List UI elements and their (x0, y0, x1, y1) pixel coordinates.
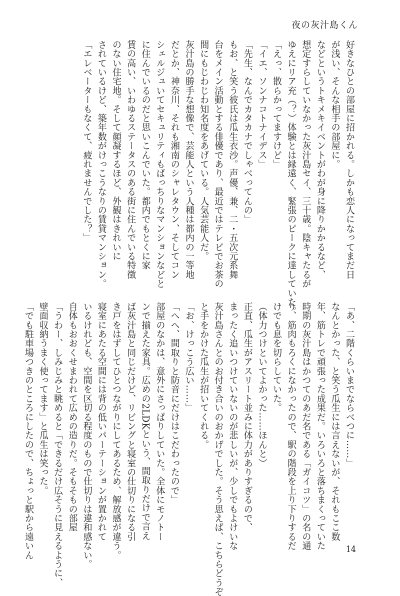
body-text-lower-column: 「あ、二階くらいまでならべつに……」 なんとかった、と笑う瓜生には言えないが、それもここ数 年、筋トレで頑張った成果だ。いろいろと落ちまくっていた 時期の灰汁島はかつてのあだ名である「ガイコツ」の名の通 り、筋肉もろくになかったので、駅の階段を上り下りするだ けでも息を切らしていた。 （体力つけといてよかった……ほんと） 正直、瓜生がアスリート並みに体力がありすぎるので、 まったく追いつけていないのが悲しいが、少しでもよけいな 灰汁島さんとのお付き合いのおかげでした。そう思えば、こちらどうぞ と手をかけた瓜生が招いてくれる。 「お、けっこう広い……」 「へへ、間取りと防音にだけはこだわったので」 部屋のなかは、意外にさっぱりしていた。全体にモノトー ンで揃えた家具。広めの2LDKという、間取りだけで言え ば灰汁島と同じだけど、リビングと寝室の仕切りになる引 き戸をはずしてひとつながりにしてあるため、解放感が違う。 寝室にあたる空間には背の低いパーテーションが置かれて いるけれども、空間を区切る程度のもので仕切りは違和感ない。 自体もおおくせまわれて広めの造りだ。そもそもの部屋 「うわー、しみじみと眺めると「できるだけ広そうに見えるように、 壁面収納うまく使ってます」と瓜生は笑った。 「でも駐車場つきのところにしたので、ちょっと駅から遠いん (22, 302, 354, 596)
running-header-title: 夜の灰汁島くん (291, 21, 358, 31)
body-text-upper-column: 好きなひとの部屋に招かれる。しかも恋人になってまだ日 が浅い、そんな相手の部屋に。 などというトキメキイベントがわが身に降りかかるなど、 想定すらしていなかった灰汁島セイ、三十歳。陰キャたるが ゆえにリア充（？）体験とは縁遠く、緊張のピークに達していた。 「えっ、散らかってますけど」 「イエ、ソンナコトナイデス」 「先生、なんでカタカナでしゃべってんの」 もお、と笑う彼氏は瓜生衣沙。声優、兼、二・五次元系舞 台をメイン活動とする俳優であり、最近ではテレビでお茶の 間にもじわじわ知名度をあげている。人気芸能人だ。 灰汁島の勝手な想像で、芸能人という人種は都内の一等地 だとか、神奈川、それも湘南のシャレタウン、そしてコン シェルジュいてセキュリティもばっちりなマンションなどと に住んでいるのだと思いこんでいた。都内でもとくに家 賃の高い、いわゆるステータスのある街に住んでいる特徴 のない住宅地。そして顔凝するほど、外観はきれいに されているけど、築年数がけっこうなりの賃貸マンション。 「エレベーターもなくて、疲れませんでした？」 (81, 40, 354, 316)
page-number: 14 (345, 545, 356, 554)
